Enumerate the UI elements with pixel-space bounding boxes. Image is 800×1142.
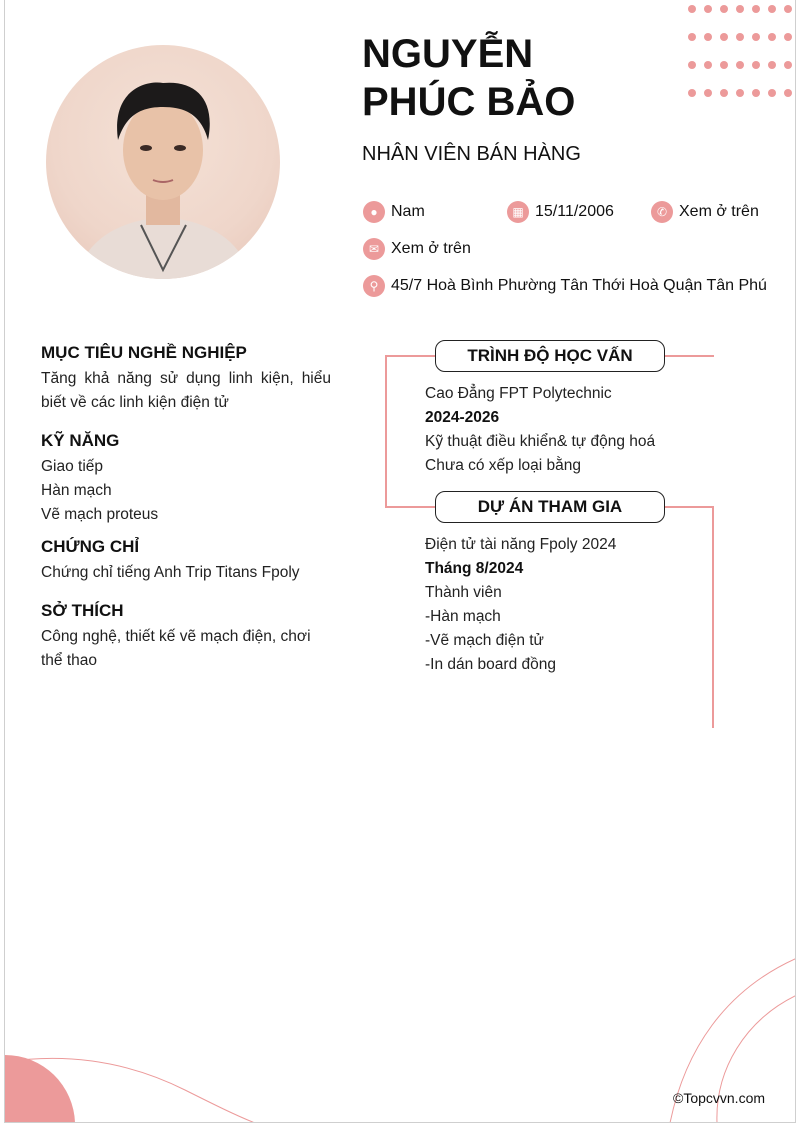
skill-item: Giao tiếp — [41, 458, 104, 475]
dot — [704, 61, 712, 69]
dot — [704, 5, 712, 13]
project-task: -Vẽ mạch điện tử — [425, 632, 544, 649]
decorative-dots — [688, 5, 792, 97]
dot — [688, 61, 696, 69]
name-line-2: PHÚC BẢO — [362, 80, 576, 124]
footer-credit: ©Topcvvn.com — [673, 1090, 766, 1106]
education-major: Kỹ thuật điều khiển& tự động hoá — [425, 433, 656, 450]
education-period: 2024-2026 — [425, 409, 500, 426]
cv-page — [4, 0, 796, 1123]
dot — [736, 5, 744, 13]
project-role: Thành viên — [425, 584, 502, 601]
dot — [736, 61, 744, 69]
name-line-1: NGUYỄN — [362, 32, 534, 76]
gender-field — [363, 201, 425, 223]
connector-line — [385, 355, 435, 357]
certificates-heading: CHỨNG CHỈ — [41, 537, 140, 556]
email-value: Xem ở trên — [391, 240, 471, 257]
hobbies-heading: SỞ THÍCH — [41, 601, 124, 620]
objective-text: Tăng khả năng sử dụng linh kiện, hiểu biết về các linh kiện điện tử — [41, 370, 331, 411]
project-task: -Hàn mạch — [425, 608, 501, 625]
dot — [784, 61, 792, 69]
skill-item: Vẽ mạch proteus — [41, 506, 159, 523]
mail-icon: ✉ — [363, 238, 385, 260]
dot — [768, 89, 776, 97]
dot — [720, 5, 728, 13]
job-title: NHÂN VIÊN BÁN HÀNG — [362, 143, 581, 165]
connector-line — [385, 355, 387, 508]
hobbies-text: Công nghệ, thiết kế vẽ mạch điện, chơi thể thao — [41, 628, 311, 669]
left-column — [41, 343, 331, 673]
objective-heading: MỤC TIÊU NGHỀ NGHIỆP — [41, 343, 247, 362]
dot — [752, 61, 760, 69]
phone-value: Xem ở trên — [679, 203, 759, 220]
project-task: -In dán board đồng — [425, 656, 556, 673]
connector-line — [664, 506, 714, 508]
dot — [768, 61, 776, 69]
gender-value: Nam — [391, 203, 425, 220]
skills-heading: KỸ NĂNG — [41, 431, 120, 450]
connector-line — [385, 506, 435, 508]
connector-line — [712, 506, 714, 728]
candidate-name — [362, 30, 575, 126]
dot — [784, 33, 792, 41]
dot — [720, 61, 728, 69]
birthday-value: 15/11/2006 — [535, 203, 614, 220]
location-pin-icon: ⚲ — [363, 275, 385, 297]
dot — [768, 5, 776, 13]
profile-photo — [46, 45, 280, 279]
dot — [688, 5, 696, 13]
education-section — [425, 382, 655, 478]
school-name: Cao Đẳng FPT Polytechnic — [425, 385, 612, 402]
address-field — [363, 275, 767, 297]
dot — [736, 89, 744, 97]
dot — [736, 33, 744, 41]
connector-line — [664, 355, 714, 357]
phone-icon: ✆ — [651, 201, 673, 223]
dot — [784, 5, 792, 13]
dot — [688, 89, 696, 97]
dot — [720, 89, 728, 97]
user-icon: ● — [363, 201, 385, 223]
certificate-item: Chứng chỉ tiếng Anh Trip Titans Fpoly — [41, 564, 300, 581]
project-name: Điện tử tài năng Fpoly 2024 — [425, 536, 617, 553]
address-value: 45/7 Hoà Bình Phường Tân Thới Hoà Quận Tân Phú — [391, 277, 767, 294]
education-heading: TRÌNH ĐỘ HỌC VẤN — [435, 340, 665, 372]
calendar-icon: ▦ — [507, 201, 529, 223]
projects-heading: DỰ ÁN THAM GIA — [435, 491, 665, 523]
dot — [752, 5, 760, 13]
dot — [752, 89, 760, 97]
skill-item: Hàn mạch — [41, 482, 112, 499]
dot — [768, 33, 776, 41]
projects-section — [425, 533, 616, 677]
birthday-field — [507, 201, 614, 223]
email-field — [363, 238, 471, 260]
dot — [752, 33, 760, 41]
phone-field — [651, 201, 759, 223]
dot — [704, 33, 712, 41]
dot — [688, 33, 696, 41]
dot — [704, 89, 712, 97]
dot — [720, 33, 728, 41]
dot — [784, 89, 792, 97]
project-period: Tháng 8/2024 — [425, 560, 524, 577]
education-grade: Chưa có xếp loại bằng — [425, 457, 582, 474]
